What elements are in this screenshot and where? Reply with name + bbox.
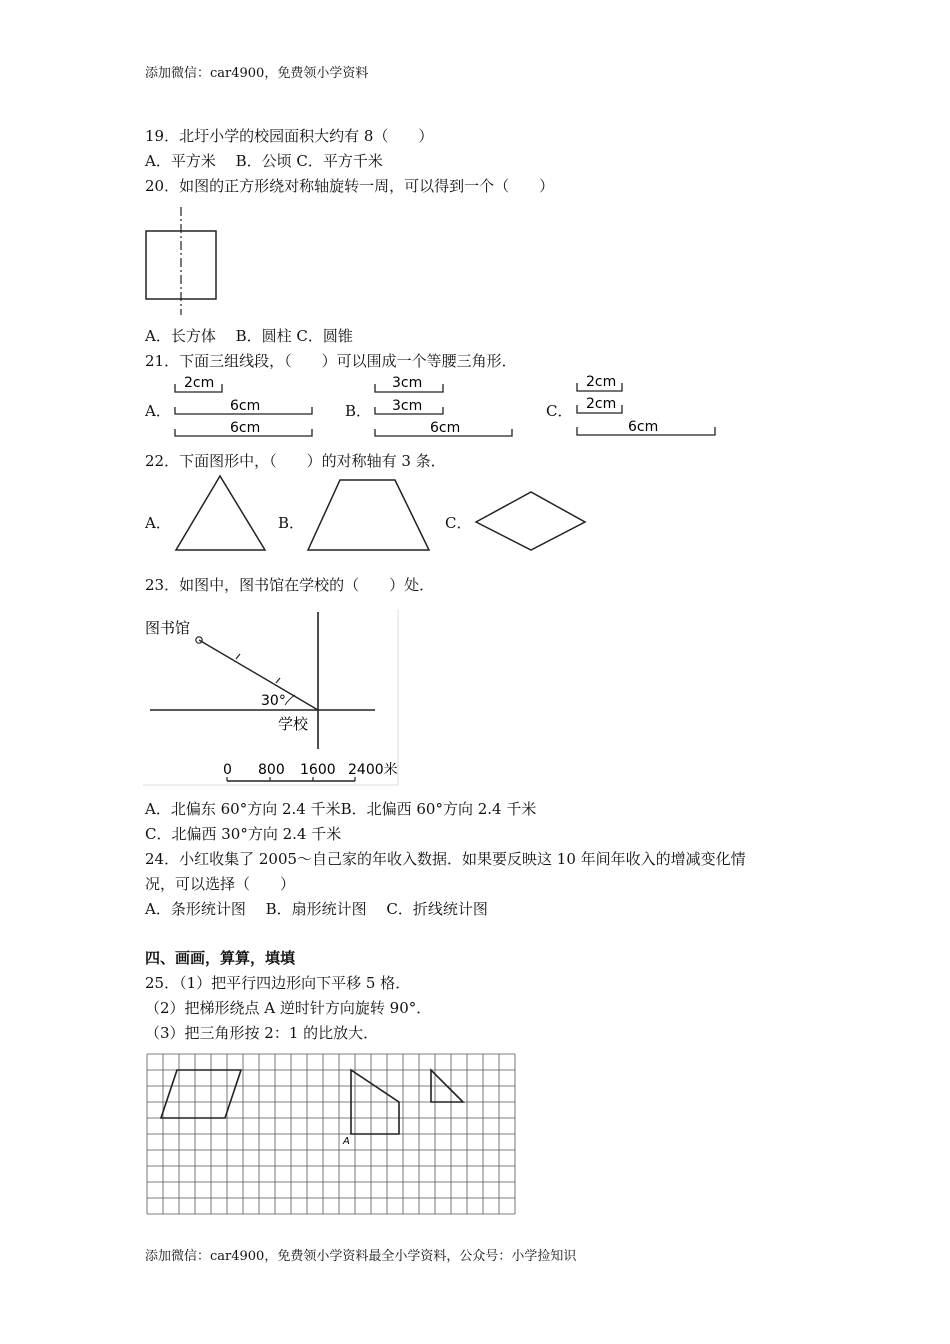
equilateral-triangle [176,476,265,550]
q24-options: A．条形统计图 B．扇形统计图 C．折线统计图 [145,900,488,918]
scale-label-1600: 1600 [300,762,336,778]
q23-options-1: A．北偏东 60°方向 2.4 千米B．北偏西 60°方向 2.4 千米 [145,800,537,818]
q20-square-figure [140,205,230,320]
parallelogram [161,1070,241,1118]
q25-grid-figure [145,1052,527,1216]
scale-label-800: 800 [258,762,285,778]
segment-label: 2cm [586,396,617,412]
page-header: 添加微信：car4900，免费领小学资料 [145,66,369,81]
q21-c-segments [572,370,722,440]
q21-a-segments [170,372,320,442]
q23-options-2: C．北偏西 30°方向 2.4 千米 [145,825,342,843]
q22-shapes [170,470,590,560]
q19-options: A．平方米 B．公顷 C．平方千米 [145,152,383,170]
trapezoid [308,480,429,550]
school-label: 学校 [278,715,309,733]
q21-option-b: B． [345,402,372,420]
q23-map-figure [143,607,401,789]
rhombus [476,492,585,550]
segment-label: 6cm [628,419,659,435]
q24-stem-line2: 况，可以选择（ ） [145,875,296,893]
q23-stem: 23．如图中，图书馆在学校的（ ）处． [145,576,435,594]
segment-label: 2cm [184,375,215,391]
scale-label-2400: 2400米 [348,762,398,778]
q21-stem: 21．下面三组线段，（ ）可以围成一个等腰三角形． [145,352,517,370]
q25-line1: 25．（1）把平行四边形向下平移 5 格． [145,974,411,992]
segment-label: 2cm [586,374,617,390]
angle-label: 30° [261,693,286,709]
q19-stem: 19．北圩小学的校园面积大约有 8（ ） [145,127,434,145]
point-a-label: A [343,1136,350,1147]
library-label: 图书馆 [145,619,191,637]
q21-b-segments [370,372,520,442]
segment-label: 3cm [392,398,423,414]
q20-stem: 20．如图的正方形绕对称轴旋转一周，可以得到一个（ ） [145,177,555,195]
section-title: 四、画画，算算，填填 [145,949,296,967]
grid-lines [147,1054,515,1214]
scale-label-0: 0 [223,762,232,778]
q22-stem: 22．下面图形中，（ ）的对称轴有 3 条． [145,452,446,470]
q20-options: A．长方体 B．圆柱 C．圆锥 [145,327,353,345]
segment-label: 6cm [230,420,261,436]
q22-option-b: B． [278,514,305,532]
q22-option-c: C． [445,514,472,532]
segment-label: 6cm [230,398,261,414]
q25-line3: （3）把三角形按 2：1 的比放大． [145,1024,379,1042]
q24-stem-line1: 24．小红收集了 2005～自己家的年收入数据．如果要反映这 10 年间年收入的增减变化情 [145,850,746,868]
page-footer: 添加微信：car4900，免费领小学资料最全小学资料，公众号：小学捡知识 [145,1249,577,1264]
segment-label: 6cm [430,420,461,436]
q25-line2: （2）把梯形绕点 A 逆时针方向旋转 90°． [145,999,432,1017]
q21-option-a: A． [145,402,171,420]
segment-label: 3cm [392,375,423,391]
q22-option-a: A． [145,514,171,532]
q21-option-c: C． [546,402,573,420]
